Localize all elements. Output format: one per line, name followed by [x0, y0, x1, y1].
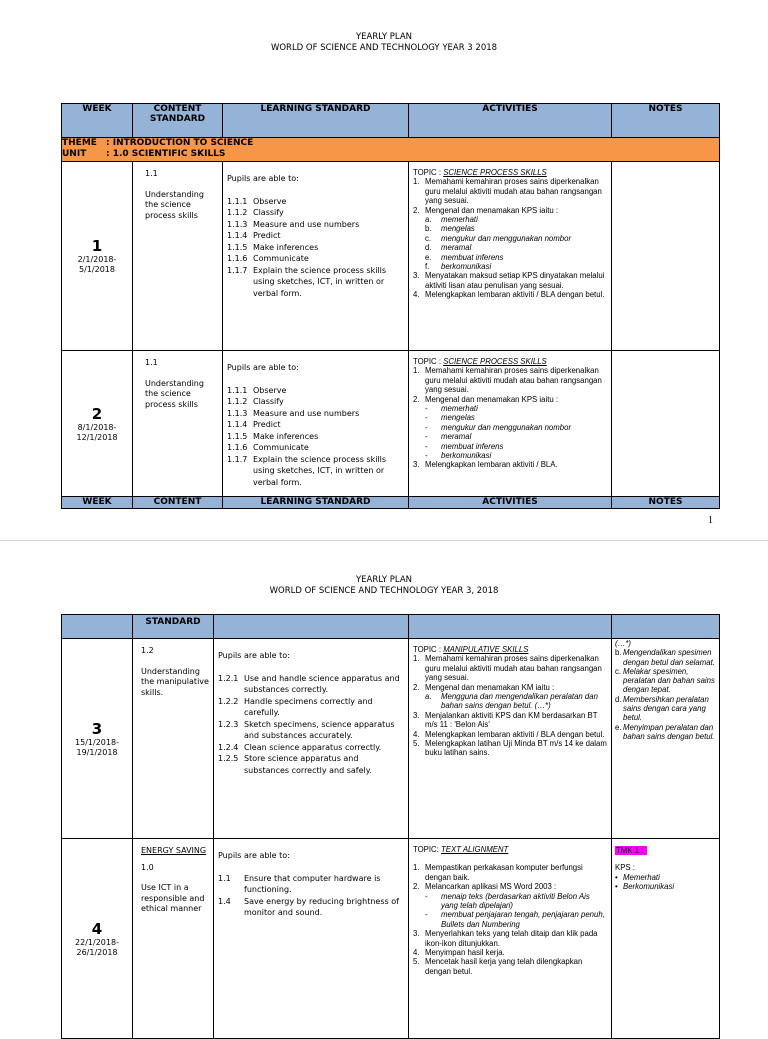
activity-text: Mencetak hasil kerja yang telah dilengkapkan dengan betul.	[425, 957, 583, 976]
activity-text: Menyatakan maksud setiap KPS dinyatakan melalui aktiviti lisan atau penulisan yang sesuai.	[425, 271, 605, 290]
list-marker: 4.	[413, 290, 420, 300]
page-1-title: YEARLY PLAN	[355, 32, 412, 42]
week-row	[62, 351, 720, 497]
list-marker: 4.	[413, 948, 420, 958]
list-marker: c.	[615, 666, 622, 676]
activity-item	[413, 366, 608, 394]
list-marker: 3.	[413, 460, 420, 470]
week-date-start: 22/1/2018-	[75, 937, 119, 947]
standard-number: 1.1.4	[227, 420, 248, 429]
list-marker: 1.	[413, 863, 420, 873]
bullet-marker: •	[615, 881, 618, 891]
standard-number: 1.1.1	[227, 196, 248, 206]
page-1-subtitle: WORLD OF SCIENCE AND TECHNOLOGY YEAR 3 2018	[270, 43, 498, 53]
activities-list	[413, 177, 608, 299]
notes-cell	[612, 639, 720, 839]
learning-standard-item	[218, 719, 404, 742]
standard-number: 1.2.2	[218, 696, 239, 706]
learning-standard-item	[227, 242, 404, 254]
standard-text: Explain the science process skills using sketches, ICT, in written or verbal form.	[253, 454, 387, 487]
table-header-row-continued	[62, 615, 720, 639]
standard-text: Communicate	[253, 254, 309, 263]
standard-number: 1.1.3	[227, 219, 248, 229]
activity-text: Melengkapkan lembaran aktiviti / BLA dengan betul.	[425, 729, 605, 739]
activity-text: mengelas	[441, 224, 475, 234]
theme-label: THEME	[62, 138, 97, 148]
learning-standard-item	[218, 873, 404, 896]
standard-number: 1.2.5	[218, 754, 239, 763]
note-item	[615, 723, 716, 742]
standard-text: Communicate	[253, 443, 309, 452]
list-marker: e.	[615, 722, 622, 732]
activity-text: membuat inferens	[441, 441, 504, 451]
list-marker: -	[425, 432, 428, 442]
learning-standard-item	[227, 442, 404, 454]
activity-item	[413, 948, 608, 957]
table-footer-header-row	[62, 497, 720, 509]
notes-list	[615, 648, 716, 741]
activity-subitem	[413, 404, 608, 413]
standard-number: 1.1.6	[227, 254, 248, 263]
standard-number: 1.4	[218, 896, 231, 906]
learning-intro: Pupils are able to:	[227, 174, 299, 183]
learning-standard-item	[218, 896, 404, 919]
activity-item	[413, 730, 608, 739]
list-marker: -	[425, 891, 428, 901]
standard-text: Measure and use numbers	[253, 219, 360, 229]
activity-subitem	[413, 692, 608, 711]
activity-item	[413, 290, 608, 299]
list-marker: 2.	[413, 682, 420, 692]
list-marker: 1.	[413, 177, 420, 187]
page-separator	[0, 540, 768, 541]
learning-standard-item	[227, 230, 404, 242]
week-date-end: 26/1/2018	[76, 947, 118, 957]
unit-value: : 1.0 SCIENTIFIC SKILLS	[106, 149, 226, 159]
standard-number: 1.1.2	[227, 397, 248, 406]
page-2-subtitle: WORLD OF SCIENCE AND TECHNOLOGY YEAR 3, 2018	[269, 586, 499, 596]
activity-text: Mengenal dan menamakan KPS iaitu :	[425, 205, 559, 215]
activity-item	[413, 929, 608, 948]
footer-content: CONTENT	[133, 497, 223, 509]
standard-number: 1.1.6	[227, 443, 248, 452]
activity-text: mengelas	[441, 413, 475, 423]
content-text: Understanding the manipulative skills.	[141, 666, 209, 697]
standard-text: Use and handle science apparatus and substances correctly.	[244, 673, 400, 694]
activity-text: Memahami kemahiran proses sains diperkenalkan guru melalui aktiviti mudah atau bahan rangsangan yang sesuai.	[425, 366, 602, 395]
activity-text: Mengenal dan menamakan KPS iaitu :	[425, 394, 559, 404]
standard-number: 1.1.7	[227, 454, 248, 464]
footer-notes: NOTES	[612, 497, 720, 509]
content-text: Understanding the science process skills	[145, 378, 204, 409]
standard-number: 1.2.1	[218, 673, 239, 683]
footer-week: WEEK	[62, 497, 133, 509]
standard-text: Make inferences	[253, 431, 319, 441]
week-number: 4	[91, 919, 103, 938]
activity-text: Menyimpan hasil kerja.	[425, 948, 505, 958]
list-marker: 5.	[413, 957, 420, 967]
note-text: Membersihkan peralatan sains dengan cara yang betul.	[623, 694, 709, 723]
page-2-title: YEARLY PLAN	[355, 575, 412, 585]
activity-subitem	[413, 234, 608, 243]
theme-row	[62, 138, 720, 162]
learning-standard-item	[227, 454, 404, 489]
learning-standard-item	[227, 408, 404, 420]
activity-text: Melancarkan aplikasi MS Word 2003 :	[425, 882, 557, 892]
table-header-row	[62, 104, 720, 138]
learning-standards-list	[218, 873, 404, 919]
kps-list	[615, 873, 716, 892]
activity-text: Melengkapkan latihan Uji Minda BT m/s 14 ke dalam buku latihan sains.	[425, 739, 607, 758]
notes-continuation: (…*)	[615, 639, 632, 648]
standard-text: Store science apparatus and substances correctly and safely.	[244, 754, 372, 775]
note-text: Mengendalikan spesimen dengan betul dan selamat.	[623, 648, 715, 667]
activity-text: Menyerlahkan teks yang telah ditaip dan klik pada ikon-ikon ditunjukkan.	[425, 929, 598, 948]
activity-text: memerhati	[441, 404, 478, 414]
list-marker: d.	[615, 694, 622, 704]
standard-text: Observe	[253, 196, 287, 206]
activity-subitem	[413, 442, 608, 451]
note-item	[615, 695, 716, 723]
standard-text: Predict	[253, 420, 281, 429]
learning-standards-list	[227, 385, 404, 489]
standard-text: Classify	[253, 397, 284, 406]
list-marker: a.	[425, 215, 432, 225]
activity-text: menaip teks (berdasarkan aktiviti Belon Ais yang telah dipelajari)	[441, 891, 590, 911]
activity-item	[413, 460, 608, 469]
list-marker: -	[425, 413, 428, 423]
content-text: Use ICT in a responsible and ethical manner	[141, 883, 205, 913]
week-date-end: 19/1/2018	[76, 747, 118, 757]
activity-topic: TOPIC : MANIPULATIVE SKILLS	[413, 645, 529, 654]
standard-text: Explain the science process skills using sketches, ICT, in written or verbal form.	[253, 265, 387, 298]
activity-text: Mengguna dan mengendalikan peralatan dan bahan sains dengan betul. (…*)	[441, 692, 598, 711]
list-marker: 1.	[413, 366, 420, 376]
header-activities: ACTIVITIES	[409, 104, 612, 138]
notes-cell	[612, 162, 720, 351]
activity-item	[413, 882, 608, 891]
list-marker: b.	[425, 224, 432, 234]
activity-text: meramal	[441, 432, 472, 442]
activity-text: Melengkapkan lembaran aktiviti / BLA.	[425, 460, 558, 470]
list-marker: 3.	[413, 710, 420, 720]
activity-subitem	[413, 262, 608, 271]
activities-list	[413, 654, 608, 757]
learning-intro: Pupils are able to:	[218, 851, 290, 860]
learning-standards-list	[227, 196, 404, 300]
activity-text: meramal	[441, 243, 472, 253]
list-marker: 4.	[413, 729, 420, 739]
learning-intro: Pupils are able to:	[218, 651, 290, 660]
activity-item	[413, 271, 608, 290]
activity-subitem	[413, 413, 608, 422]
activity-subitem	[413, 253, 608, 262]
list-marker: 5.	[413, 739, 420, 749]
learning-standard-item	[227, 253, 404, 265]
theme-value: : INTRODUCTION TO SCIENCE	[106, 138, 254, 148]
footer-activities: ACTIVITIES	[409, 497, 612, 509]
activity-subitem	[413, 224, 608, 233]
week-row	[62, 639, 720, 839]
standard-text: Sketch specimens, science apparatus and substances accurately.	[244, 719, 395, 740]
activity-text: Melengkapkan lembaran aktiviti / BLA dengan betul.	[425, 290, 605, 300]
list-marker: e.	[425, 252, 432, 262]
activity-item	[413, 683, 608, 692]
learning-standard-item	[227, 419, 404, 431]
kps-text: Memerhati	[623, 872, 660, 882]
activity-item	[413, 863, 608, 882]
header-content-standard: CONTENT STANDARD	[133, 104, 223, 138]
content-code: 1.1	[145, 169, 158, 178]
learning-standard-item	[227, 265, 404, 300]
week-date-start: 8/1/2018-	[77, 422, 117, 432]
header-learning-standard: LEARNING STANDARD	[223, 104, 409, 138]
standard-text: Observe	[253, 385, 287, 395]
week-row	[62, 162, 720, 351]
list-marker: a.	[425, 692, 432, 702]
kps-label: KPS :	[615, 863, 635, 873]
list-marker: -	[425, 441, 428, 451]
standard-text: Clean science apparatus correctly.	[244, 742, 382, 752]
activity-topic: TOPIC : SCIENCE PROCESS SKILLS	[413, 357, 547, 366]
activity-subitem	[413, 892, 608, 911]
page-number: 1	[708, 515, 713, 526]
activity-item	[413, 739, 608, 758]
week-date-start: 15/1/2018-	[75, 737, 119, 747]
activities-list	[413, 863, 608, 976]
standard-text: Make inferences	[253, 242, 319, 252]
activity-subitem	[413, 215, 608, 224]
week-row	[62, 839, 720, 1039]
activity-subitem	[413, 910, 608, 929]
kps-item	[615, 882, 716, 891]
activity-topic: TOPIC: TEXT ALIGNMENT	[413, 845, 509, 854]
learning-intro: Pupils are able to:	[227, 363, 299, 372]
list-marker: c.	[425, 233, 432, 243]
standard-number: 1.1.7	[227, 265, 248, 275]
activity-text: membuat penjajaran tengah, penjajaran penuh, Bullets dan Numbering	[441, 910, 605, 929]
learning-standard-item	[227, 431, 404, 443]
list-marker: -	[425, 910, 428, 920]
activity-text: memerhati	[441, 215, 478, 225]
notes-cell	[612, 351, 720, 497]
activity-text: Mempastikan perkakasan komputer berfungsi dengan baik.	[425, 863, 583, 882]
standard-text: Handle specimens correctly and carefully.	[244, 696, 373, 717]
note-item	[615, 667, 716, 695]
activity-text: membuat inferens	[441, 252, 504, 262]
list-marker: 1.	[413, 654, 420, 664]
list-marker: 2.	[413, 394, 420, 404]
activity-text: mengukur dan menggunakan nombor	[441, 422, 572, 432]
footer-learning-standard: LEARNING STANDARD	[223, 497, 409, 509]
content-code: 1.2	[141, 646, 154, 655]
week-date-end: 12/1/2018	[76, 432, 118, 442]
standard-text: Ensure that computer hardware is functioning.	[244, 873, 381, 894]
week-number: 3	[91, 719, 103, 738]
standard-number: 1.2.4	[218, 742, 239, 752]
list-marker: -	[425, 422, 428, 432]
learning-standard-item	[218, 673, 404, 696]
activity-text: berkomunikasi	[441, 262, 492, 272]
list-marker: 2.	[413, 205, 420, 215]
note-text: Melakar spesimen, peralatan dan bahan sains dengan tepat.	[623, 666, 715, 695]
standard-text: Predict	[253, 231, 281, 240]
week-date-end: 5/1/2018	[79, 265, 115, 274]
week-date-start: 2/1/2018-	[77, 255, 117, 264]
content-code: 1.0	[141, 862, 154, 872]
learning-standard-item	[227, 219, 404, 231]
learning-standards-list	[218, 673, 404, 777]
notes-cell	[612, 839, 720, 1039]
header-week: WEEK	[62, 104, 133, 138]
learning-standard-item	[227, 196, 404, 208]
unit-label: UNIT	[62, 149, 87, 159]
list-marker: d.	[425, 243, 432, 253]
list-marker: 3.	[413, 271, 420, 281]
activity-subitem	[413, 432, 608, 441]
learning-standard-item	[218, 742, 404, 754]
activity-item	[413, 957, 608, 976]
note-item	[615, 648, 716, 667]
learning-standard-item	[227, 207, 404, 219]
content-text: Understanding the science process skills	[145, 189, 204, 220]
content-code: 1.1	[145, 358, 158, 367]
activity-subitem	[413, 451, 608, 460]
activity-topic: TOPIC : SCIENCE PROCESS SKILLS	[413, 168, 547, 177]
activity-text: Menjalankan aktiviti KPS dan KM berdasarkan BT m/s 11 : 'Belon Ais'	[425, 710, 598, 730]
activity-item	[413, 711, 608, 730]
week-number: 1	[91, 237, 103, 255]
standard-text: Measure and use numbers	[253, 408, 360, 418]
list-marker: -	[425, 404, 428, 414]
learning-standard-item	[218, 753, 404, 776]
list-marker: 2.	[413, 882, 420, 892]
activity-text: Mengenal dan menamakan KM iaitu :	[425, 682, 555, 692]
yearly-plan-table-page-2	[61, 614, 720, 1039]
header-notes: NOTES	[612, 104, 720, 138]
standard-text: Classify	[253, 208, 284, 217]
header-standard: STANDARD	[133, 615, 214, 639]
learning-standard-item	[227, 396, 404, 408]
kps-text: Berkomunikasi	[623, 881, 675, 891]
activity-subitem	[413, 423, 608, 432]
learning-standard-item	[227, 385, 404, 397]
list-marker: f.	[425, 262, 430, 272]
standard-number: 1.1.5	[227, 242, 248, 252]
activities-list	[413, 366, 608, 469]
kps-item	[615, 873, 716, 882]
standard-text: Save energy by reducing brightness of monitor and sound.	[244, 896, 399, 917]
standard-number: 1.1.5	[227, 431, 248, 441]
list-marker: b.	[615, 648, 622, 658]
bullet-marker: •	[615, 872, 618, 882]
activity-text: mengukur dan menggunakan nombor	[441, 233, 572, 243]
note-text: Menyimpan peralatan dan bahan sains dengan betul.	[623, 722, 715, 741]
activity-text: berkomunikasi	[441, 451, 492, 461]
learning-standard-item	[218, 696, 404, 719]
activity-item	[413, 206, 608, 215]
week-number: 2	[91, 404, 103, 423]
activity-text: Memahami kemahiran proses sains diperkenalkan guru melalui aktiviti mudah atau bahan rangsangan yang sesuai.	[425, 654, 602, 683]
tmk-tag: TMK 1 :	[615, 846, 647, 855]
activity-item	[413, 177, 608, 205]
standard-number: 1.1.1	[227, 385, 248, 395]
activity-item	[413, 395, 608, 404]
activity-subitem	[413, 243, 608, 252]
standard-number: 1.1.3	[227, 408, 248, 418]
content-heading: ENERGY SAVING	[141, 846, 207, 855]
list-marker: 3.	[413, 929, 420, 939]
standard-number: 1.1.2	[227, 208, 248, 217]
standard-number: 1.2.3	[218, 719, 239, 729]
activity-text: Memahami kemahiran proses sains diperkenalkan guru melalui aktiviti mudah atau bahan rangsangan yang sesuai.	[425, 177, 602, 206]
standard-number: 1.1.4	[227, 231, 248, 240]
activity-item	[413, 654, 608, 682]
list-marker: -	[425, 451, 428, 461]
yearly-plan-table-page-1	[61, 103, 720, 509]
standard-number: 1.1	[218, 873, 231, 883]
